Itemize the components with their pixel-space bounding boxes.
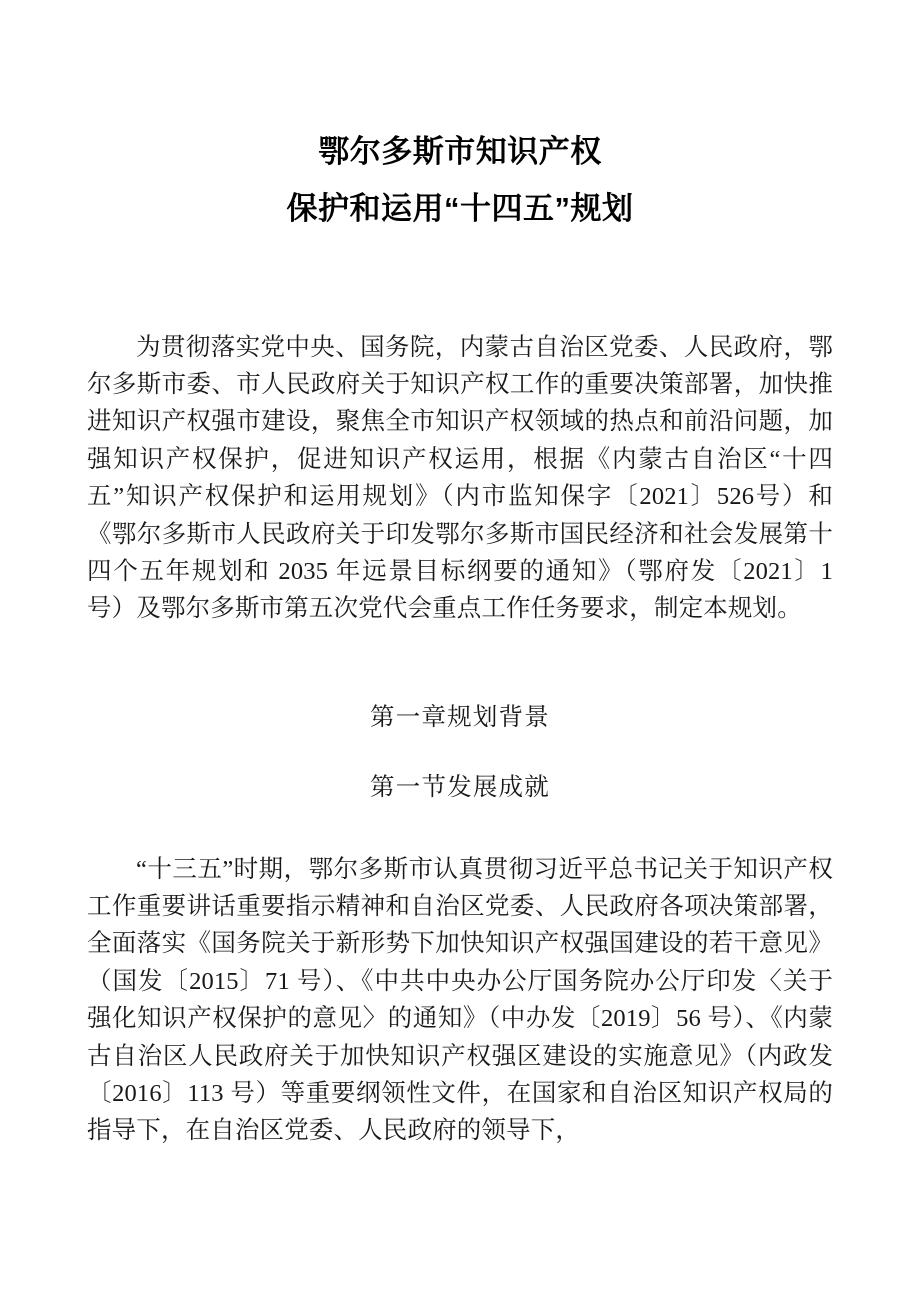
paragraph-introduction: 为贯彻落实党中央、国务院，内蒙古自治区党委、人民政府，鄂尔多斯市委、市人民政府关于知识产权工作的重要决策部署，加快推进知识产权强市建设，聚焦全市知识产权领域的热点和前沿问题，加强知识产权保护，促进知识产权运用，根据《内蒙古自治区“十四五”知识产权保护和运用规划》（内市监知保字〔2021〕526号）和《鄂尔多斯市人民政府关于印发鄂尔多斯市国民经济和社会发展第十四个五年规划和 2035 年远景目标纲要的通知》（鄂府发〔2021〕1 号）及鄂尔多斯市第五次党代会重点工作任务要求，制定本规划。 [87,333,833,623]
paragraph-development-achievements: “十三五”时期，鄂尔多斯市认真贯彻习近平总书记关于知识产权工作重要讲话重要指示精神和自治区党委、人民政府各项决策部署，全面落实《国务院关于新形势下加快知识产权强国建设的若干意见》（国发〔2015〕71 号）、《中共中央办公厅国务院办公厅印发〈关于强化知识产权保护的意见〉的通知》（中办发〔2019〕56 号）、《内蒙古自治区人民政府关于加快知识产权强区建设的实施意见》（内政发〔2016〕113 号）等重要纲领性文件，在国家和自治区知识产权局的指导下，在自治区党委、人民政府的领导下， [87,855,833,1145]
heading-section-1: 第一节发展成就 [370,773,550,801]
heading-chapter-1: 第一章规划背景 [370,703,550,731]
document-title-line-1: 鄂尔多斯市知识产权 [318,134,602,169]
document-title-line-2: 保护和运用“十四五”规划 [286,191,634,226]
